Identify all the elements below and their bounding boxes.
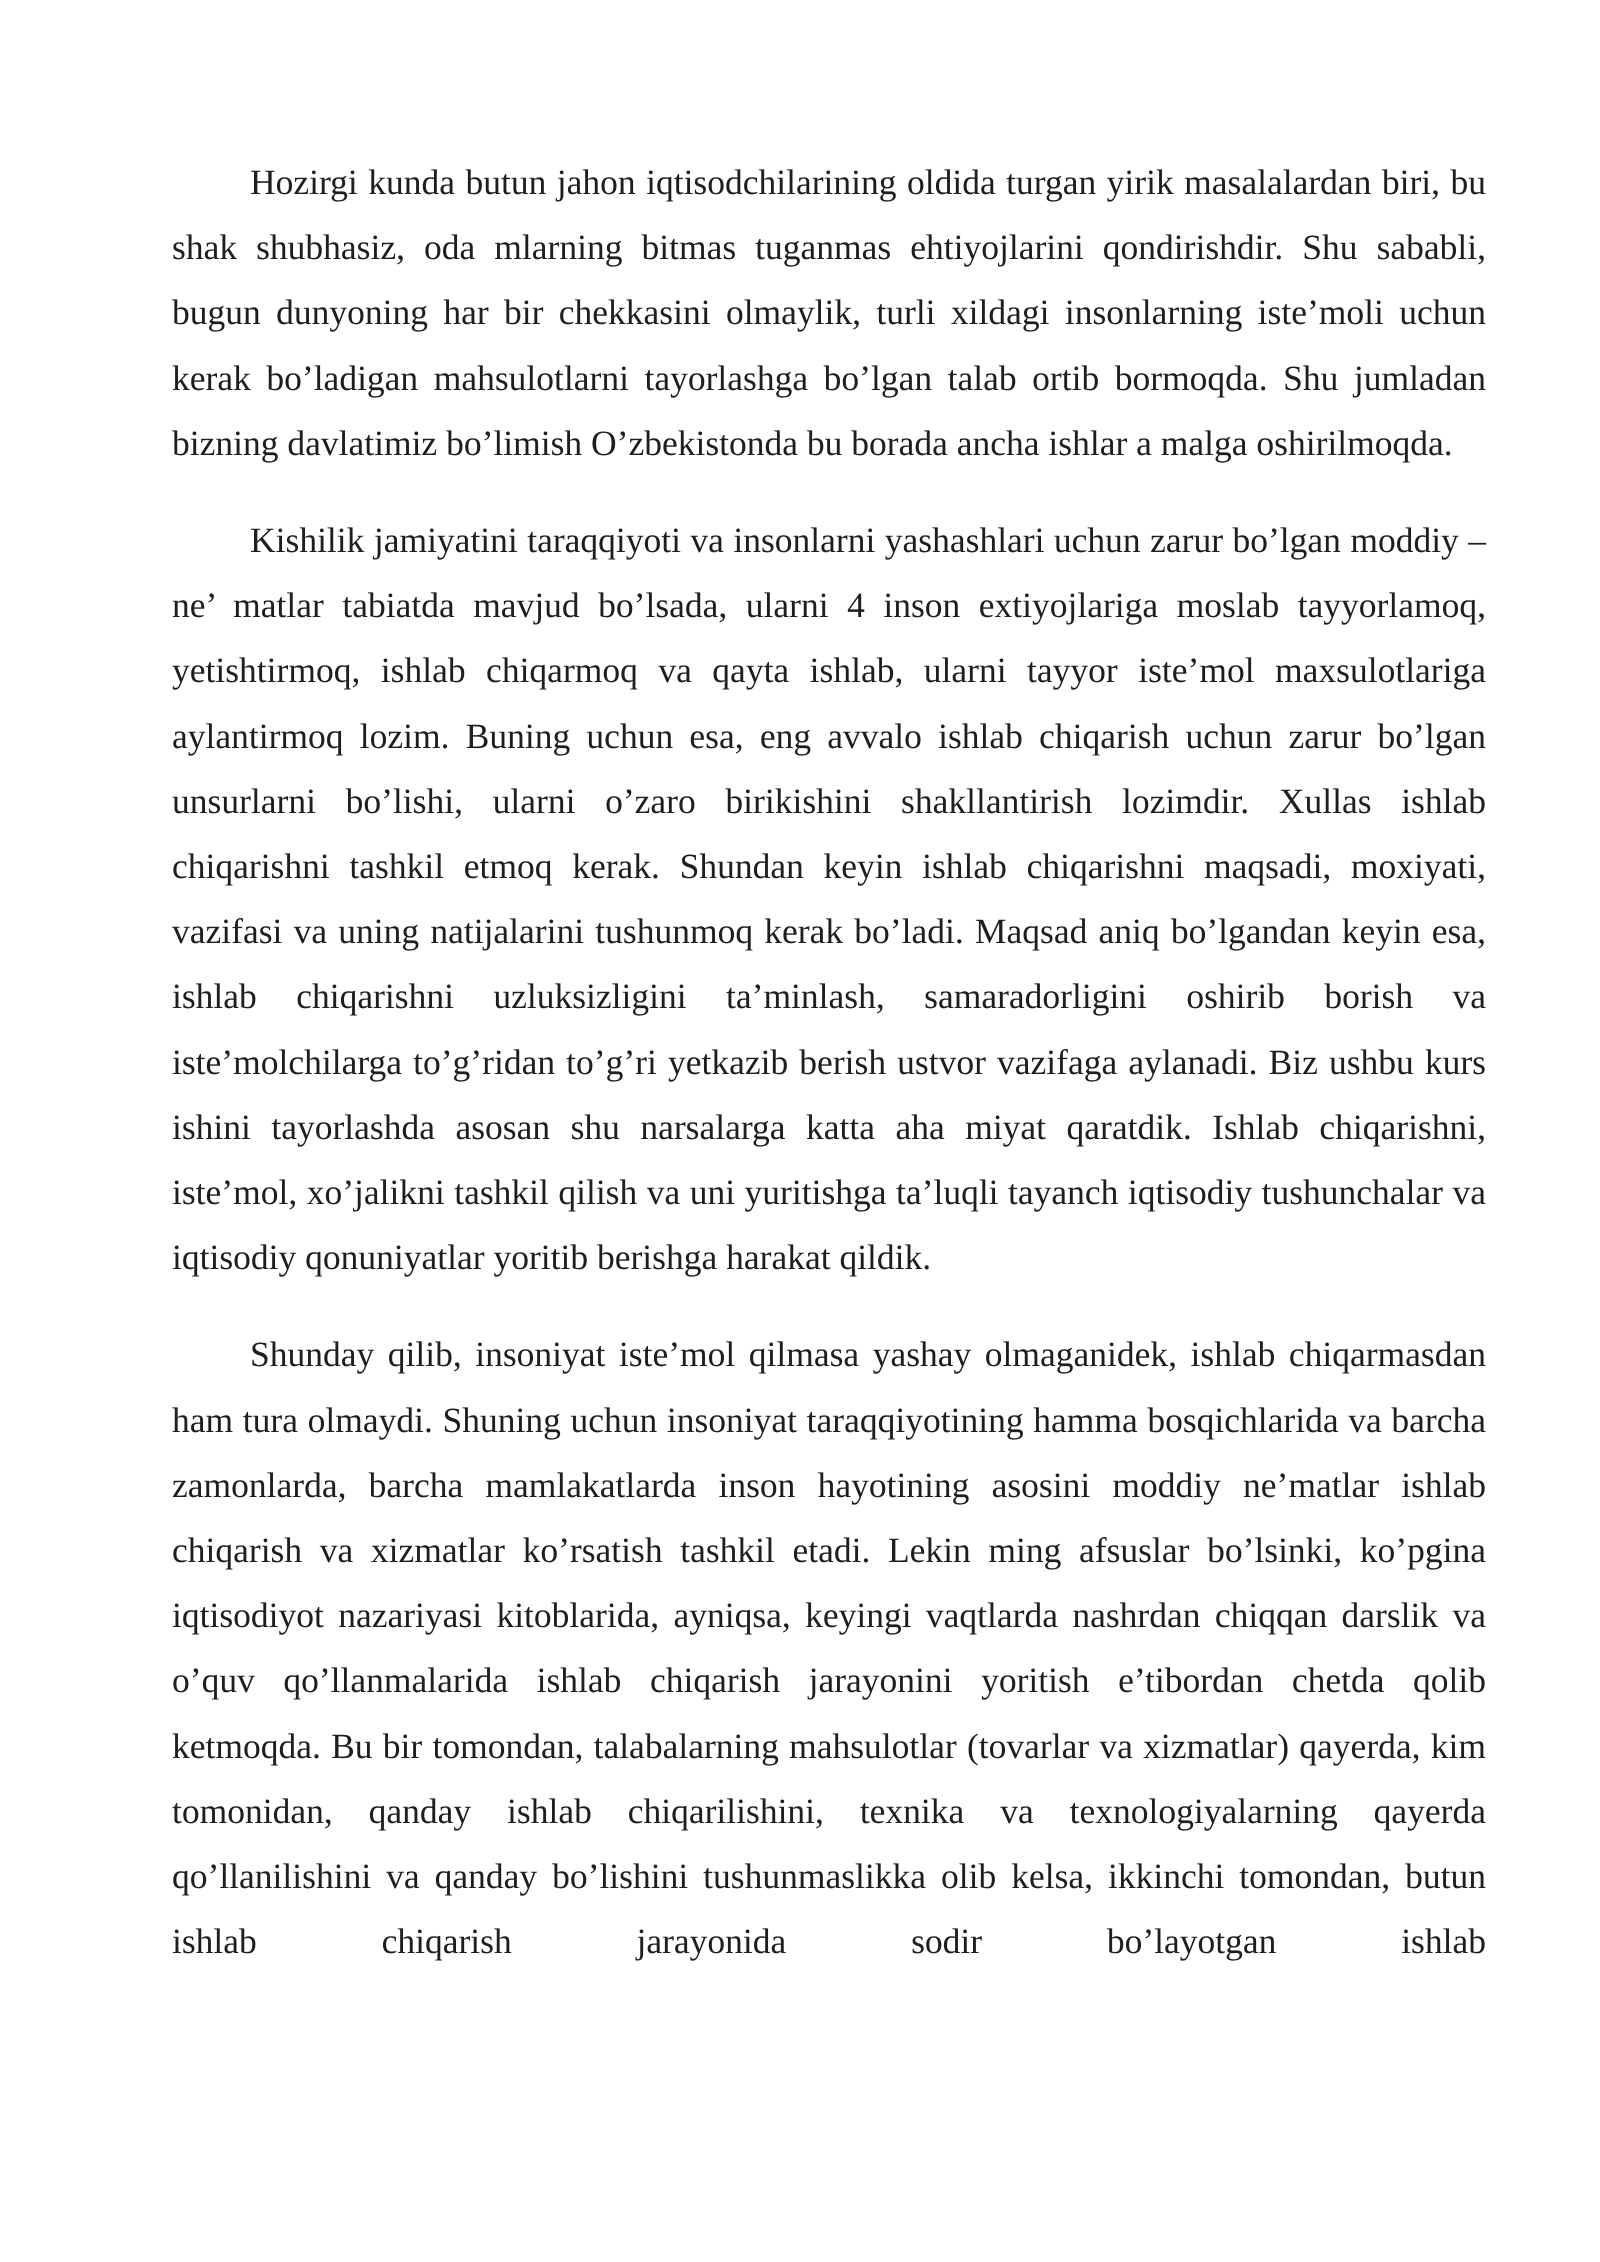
paragraph-2: Kishilik jamiyatini taraqqiyoti va insonlarni yashashlari uchun zarur bo’lgan moddiy – ne’ matlar tabiatda mavjud bo’lsada, ularni 4 inson extiyojlariga moslab tayyorlamoq, yetishtirmoq, ishlab chiqarmoq va qayta ishlab, ularni tayyor iste’mol maxsulotlariga aylantirmoq lozim. Buning uchun esa, eng avvalo ishlab chiqarish uchun zarur bo’lgan unsurlarni bo’lishi, ularni o’zaro birikishini shakllantirish lozimdir. Xullas ishlab chiqarishni tashkil etmoq kerak. Shundan keyin ishlab chiqarishni maqsadi, moxiyati, vazifasi va uning natijalarini tushunmoq kerak bo’ladi. Maqsad aniq bo’lgandan keyin esa, ishlab chiqarishni uzluksizligini ta’minlash, samaradorligini oshirib borish va iste’molchilarga to’g’ridan to’g’ri yetkazib berish ustvor vazifaga aylanadi. Biz ushbu kurs ishini tayorlashda asosan shu narsalarga katta aha miyat qaratdik. Ishlab chiqarishni, iste’mol, xo’jalikni tashkil qilish va uni yuritishga ta’luqli tayanch iqtisodiy tushunchalar va iqtisodiy qonuniyatlar yoritib berishga harakat qildik. — [172, 520, 1486, 1278]
paragraph-3: Shunday qilib, insoniyat iste’mol qilmasa yashay olmaganidek, ishlab chiqarmasdan ham tura olmaydi. Shuning uchun insoniyat taraqqiyotining hamma bosqichlarida va barcha zamonlarda, barcha mamlakatlarda inson hayotining asosini moddiy ne’matlar ishlab chiqarish va xizmatlar ko’rsatish tashkil etadi. Lekin ming afsuslar bo’lsinki, ko’pgina iqtisodiyot nazariyasi kitoblarida, ayniqsa, keyingi vaqtlarda nashrdan chiqqan darslik va o’quv qo’llanmalarida ishlab chiqarish jarayonini yoritish e’tibordan chetda qolib ketmoqda. Bu bir tomondan, talabalarning mahsulotlar (tovarlar va xizmatlar) qayerda, kim tomonidan, qanday ishlab chiqarilishini, texnika va texnologiyalarning qayerda qo’llanilishini va qanday bo’lishini tushunmaslikka olib kelsa, ikkinchi tomondan, butun ishlab chiqarish jarayonida sodir bo’layotgan ishlab — [172, 1334, 1486, 1962]
paragraph-1: Hozirgi kunda butun jahon iqtisodchilarining oldida turgan yirik masalalardan biri, bu shak shubhasiz, oda mlarning bitmas tuganmas ehtiyojlarini qondirishdir. Shu sababli, bugun dunyoning har bir chekkasini olmaylik, turli xildagi insonlarning iste’moli uchun kerak bo’ladigan mahsulotlarni tayorlashga bo’lgan talab ortib bormoqda. Shu jumladan bizning davlatimiz bo’limish O’zbekistonda bu borada ancha ishlar a malga oshirilmoqda. — [172, 162, 1486, 463]
document-body — [172, 150, 1486, 1974]
